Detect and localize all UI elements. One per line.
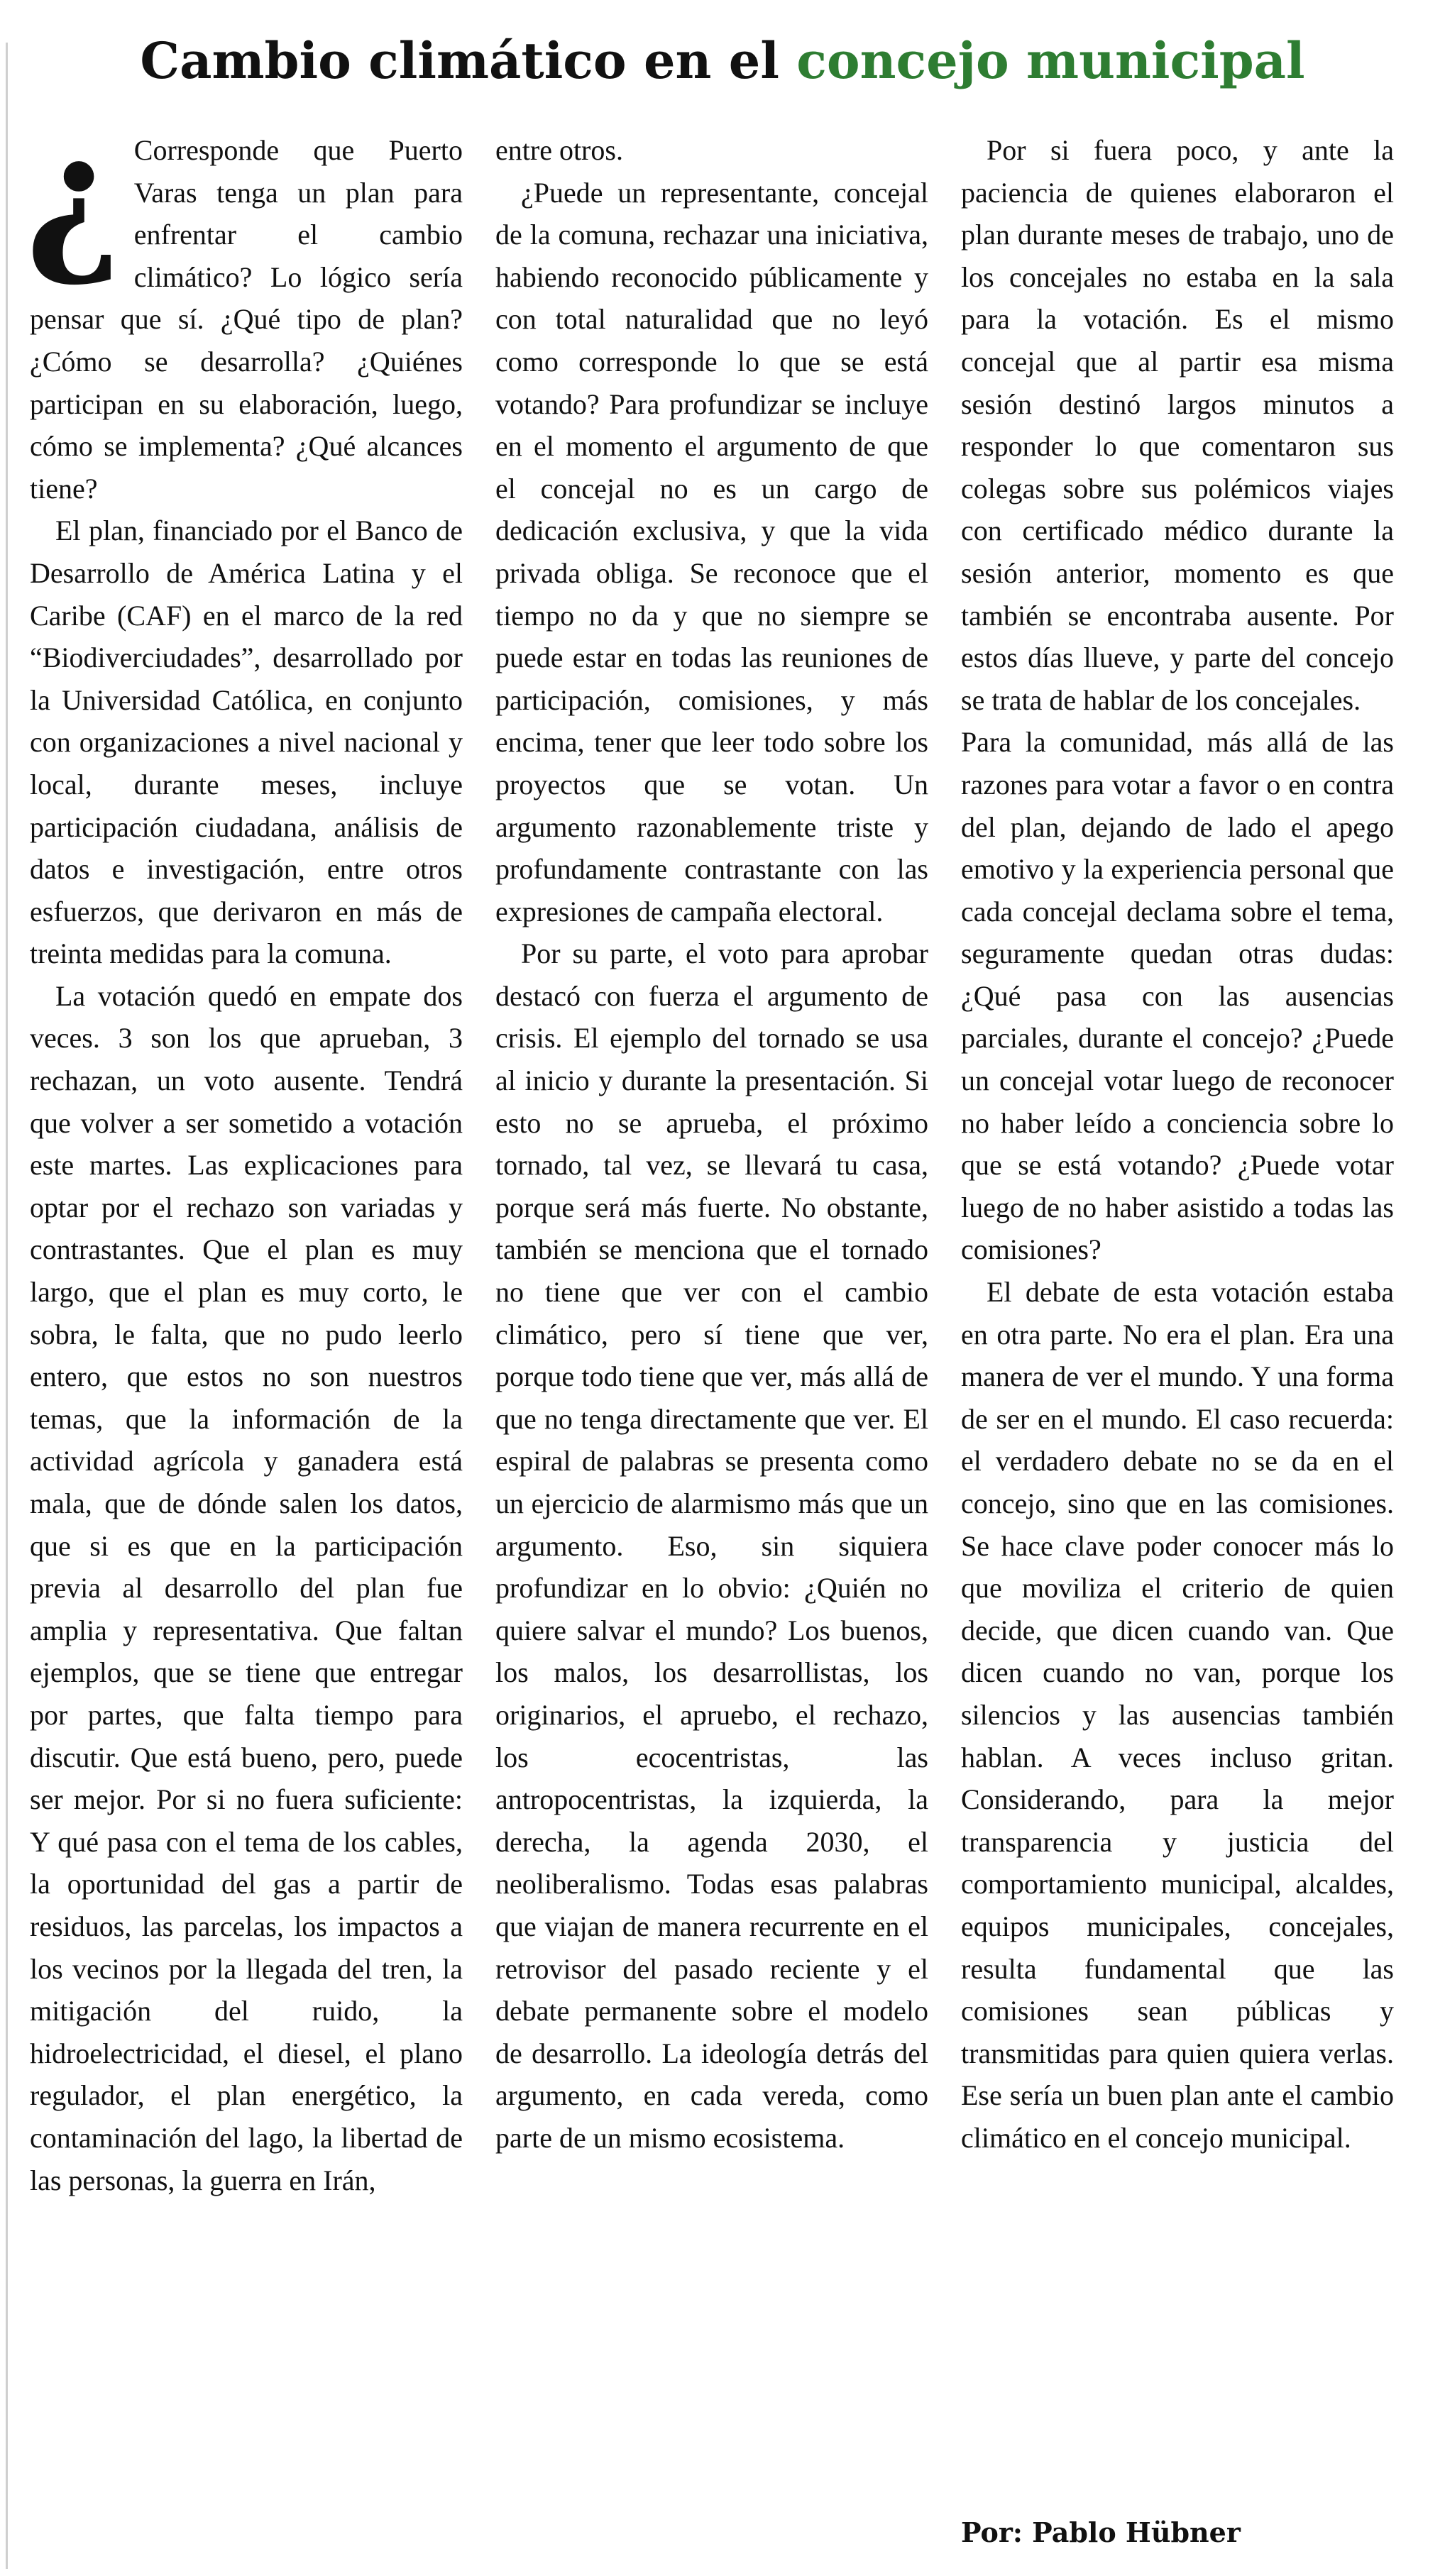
paragraph: Por si fuera poco, y ante la paciencia de quienes elaboraron el plan durante meses de trabajo, uno de los concejales no estaba en la sala para la votación. Es el mismo concejal que al partir esa misma sesión destinó largos minutos a responder lo que comentaron sus colegas sobre sus polémicos viajes con certificado médico durante la sesión anterior, momento es que también se encontraba ausente. Por estos días llueve, y parte del concejo se trata de hablar de los concejales. [961, 134, 1394, 716]
paragraph: Corresponde que Puerto Varas tenga un plan para enfrentar el cambio climático? Lo lógico sería pensar que sí. ¿Qué tipo de plan? ¿Cómo se desarrolla? ¿Quiénes participan en su elaboración, luego, cómo se implementa? ¿Qué alcances tiene? [30, 134, 463, 505]
article-column-2 [495, 129, 928, 2159]
page-edge-rule [6, 43, 8, 2569]
headline-accent-text: concejo municipal [796, 31, 1305, 90]
paragraph: ¿Puede un representante, concejal de la comuna, rechazar una iniciativa, habiendo reconocido públicamente y con total naturalidad que no leyó como corresponde lo que se está votando? Para profundizar se incluye en el momento el argumento de que el concejal no es un cargo de dedicación exclusiva, y que la vida privada obliga. Se reconoce que el tiempo no da y que no siempre se puede estar en todas las reuniones de participación, comisiones, y más encima, tener que leer todo sobre los proyectos que se votan. Un argumento razonablemente triste y profundamente contrastante con las expresiones de campaña electoral. [495, 176, 928, 928]
paragraph: entre otros. [495, 134, 623, 166]
paragraph: Para la comunidad, más allá de las razones para votar a favor o en contra del plan, dejando de lado el apego emotivo y la experiencia personal que cada concejal declama sobre el tema, seguramente quedan otras dudas: ¿Qué pasa con las ausencias parciales, durante el concejo? ¿Puede un concejal votar luego de reconocer no haber leído a conciencia sobre lo que se está votando? ¿Puede votar luego de no haber asistido a todas las comisiones? [961, 726, 1394, 1266]
headline-text: Cambio climático en el [140, 31, 779, 90]
drop-cap: ¿ [26, 100, 121, 292]
article-headline [0, 18, 1445, 104]
paragraph: La votación quedó en empate dos veces. 3 son los que aprueban, 3 rechazan, un voto ausente. Tendrá que volver a ser sometido a votación este martes. Las explicaciones para optar por el rechazo son variadas y contrastantes. Que el plan es muy largo, que el plan es muy corto, le sobra, le falta, que no pudo leerlo entero, que estos no son nuestros temas, que la información de la actividad agrícola y ganadera está mala, que de dónde salen los datos, que si es que en la participación previa al desarrollo del plan fue amplia y representativa. Que faltan ejemplos, que se tiene que entregar por partes, que falta tiempo para discutir. Que está bueno, pero, puede ser mejor. Por si no fuera suficiente: Y qué pasa con el tema de los cables, la oportunidad del gas a partir de residuos, las parcelas, los impactos a los vecinos por la llegada del tren, la mitigación del ruido, la hidroelectricidad, el diesel, el plano regulador, el plan energético, la contaminación del lago, la libertad de las personas, la guerra en Irán, [30, 979, 463, 2196]
paragraph: El plan, financiado por el Banco de Desarrollo de América Latina y el Caribe (CAF) en el marco de la red “Biodiverciudades”, desarrollado por la Universidad Católica, en conjunto con organizaciones a nivel nacional y local, durante meses, incluye participación ciudadana, análisis de datos e investigación, entre otros esfuerzos, que derivaron en más de treinta medidas para la comuna. [30, 514, 463, 970]
article-column-1 [26, 100, 463, 2201]
article-column-3 [961, 129, 1394, 2159]
author-byline: Por: Pablo Hübner [961, 2516, 1241, 2548]
paragraph: Por su parte, el voto para aprobar destacó con fuerza el argumento de crisis. El ejemplo del tornado se usa al inicio y durante la presentación. Si esto no se aprueba, el próximo tornado, tal vez, se llevará tu casa, porque será más fuerte. No obstante, también se menciona que el tornado no tiene que ver con el cambio climático, pero sí tiene que ver, porque todo tiene que ver, más allá de que no tenga directamente que ver. El espiral de palabras se presenta como un ejercicio de alarmismo más que un argumento. Eso, sin siquiera profundizar en lo obvio: ¿Quién no quiere salvar el mundo? Los buenos, los malos, los desarrollistas, los originarios, el apruebo, el rechazo, los ecocentristas, las antropocentristas, la izquierda, la derecha, la agenda 2030, el neoliberalismo. Todas esas palabras que viajan de manera recurrente en el retrovisor del pasado reciente y el debate permanente sobre el modelo de desarrollo. La ideología detrás del argumento, en cada vereda, como parte de un mismo ecosistema. [495, 937, 928, 2154]
paragraph: El debate de esta votación estaba en otra parte. No era el plan. Era una manera de ver el mundo. Y una forma de ser en el mundo. El caso recuerda: el verdadero debate no se da en el concejo, sino que en las comisiones. Se hace clave poder conocer más lo que moviliza el criterio de quien decide, que dicen cuando van. Que dicen cuando no van, porque los silencios y las ausencias también hablan. A veces incluso gritan. Considerando, para la mejor transparencia y justicia del comportamiento municipal, alcaldes, equipos municipales, concejales, resulta fundamental que las comisiones sean públicas y transmitidas para quien quiera verlas. Ese sería un buen plan ante el cambio climático en el concejo municipal. [961, 1276, 1394, 2154]
